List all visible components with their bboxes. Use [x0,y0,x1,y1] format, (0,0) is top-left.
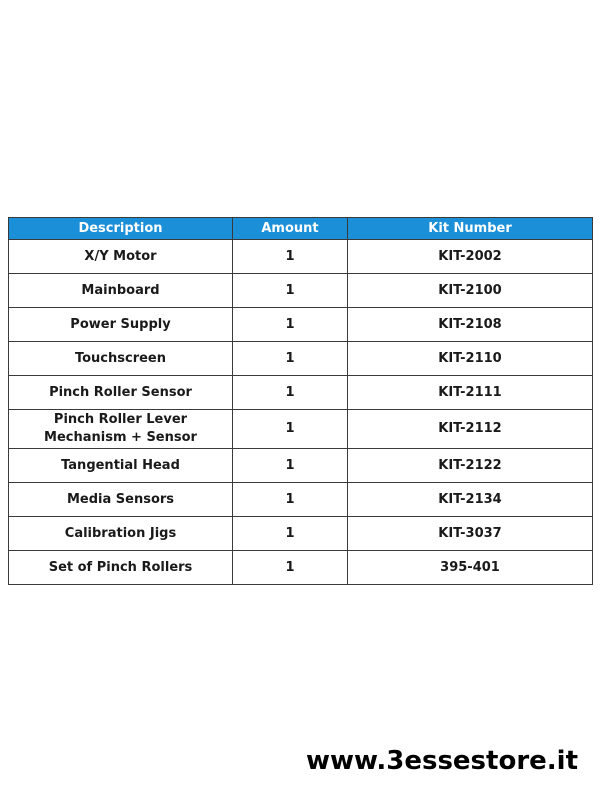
cell-kit-number: KIT-2111 [348,376,593,410]
cell-kit-number: KIT-2100 [348,274,593,308]
table-row [9,551,593,585]
cell-description: Pinch Roller Lever Mechanism + Sensor [9,410,233,449]
table-row [9,517,593,551]
cell-description: Set of Pinch Rollers [9,551,233,585]
cell-amount: 1 [233,517,348,551]
cell-kit-number: 395-401 [348,551,593,585]
cell-amount: 1 [233,274,348,308]
table-header-row [9,218,593,240]
cell-description: Mainboard [9,274,233,308]
cell-amount: 1 [233,483,348,517]
cell-description: Power Supply [9,308,233,342]
header-description: Description [9,218,233,240]
table-row [9,376,593,410]
table-row [9,449,593,483]
table-row [9,410,593,449]
table-row [9,240,593,274]
header-amount: Amount [233,218,348,240]
cell-amount: 1 [233,376,348,410]
table-row [9,308,593,342]
cell-amount: 1 [233,410,348,449]
cell-kit-number: KIT-2122 [348,449,593,483]
cell-kit-number: KIT-3037 [348,517,593,551]
cell-kit-number: KIT-2110 [348,342,593,376]
cell-description: X/Y Motor [9,240,233,274]
cell-description: Touchscreen [9,342,233,376]
store-watermark: www.3essestore.it [305,746,578,776]
cell-amount: 1 [233,240,348,274]
table-row [9,274,593,308]
cell-description: Pinch Roller Sensor [9,376,233,410]
cell-amount: 1 [233,308,348,342]
cell-kit-number: KIT-2112 [348,410,593,449]
table-row [9,483,593,517]
cell-kit-number: KIT-2108 [348,308,593,342]
cell-kit-number: KIT-2002 [348,240,593,274]
cell-amount: 1 [233,449,348,483]
header-kit-number: Kit Number [348,218,593,240]
cell-amount: 1 [233,342,348,376]
cell-description: Calibration Jigs [9,517,233,551]
table-row [9,342,593,376]
cell-description: Media Sensors [9,483,233,517]
cell-amount: 1 [233,551,348,585]
cell-kit-number: KIT-2134 [348,483,593,517]
parts-kit-table [8,217,593,585]
cell-description: Tangential Head [9,449,233,483]
